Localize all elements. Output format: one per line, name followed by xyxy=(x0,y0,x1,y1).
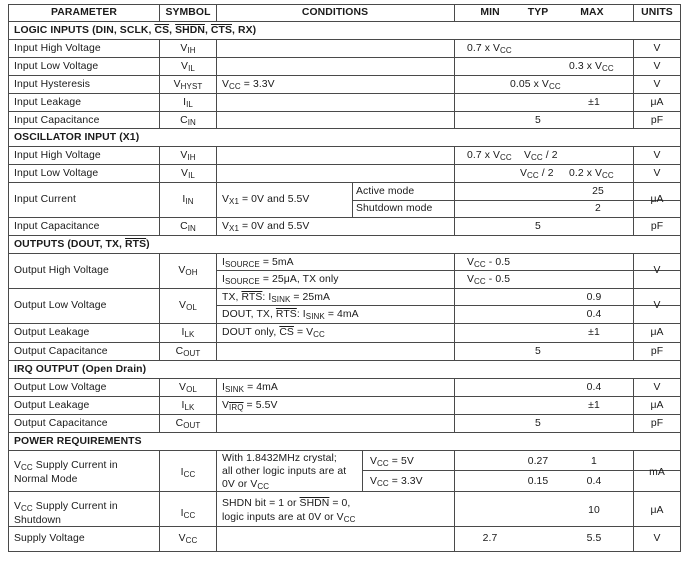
condition: $V_{X1} = 0V$ and 5.5V xyxy=(222,194,310,206)
header-max: MAX xyxy=(580,7,604,18)
unit: μA xyxy=(650,327,664,338)
condition: $I_{SINK} = 4mA$ xyxy=(222,382,278,394)
param-label: Output Capacitance xyxy=(14,418,108,429)
symbol: $I_{CC}$ xyxy=(180,508,196,520)
param-label: Normal Mode xyxy=(14,474,78,485)
symbol: $V_{IL}$ xyxy=(181,168,195,180)
section-title-oscillator: OSCILLATOR INPUT (X1) xyxy=(14,132,140,143)
max-value: 0.3 x $V_{CC}$ xyxy=(569,61,614,73)
param-label: Supply Voltage xyxy=(14,533,85,544)
header-conditions: CONDITIONS xyxy=(301,7,369,18)
section-title-irq: IRQ OUTPUT (Open Drain) xyxy=(14,364,147,375)
typ-value: 0.27 xyxy=(527,456,549,467)
header-typ: TYP xyxy=(527,7,549,18)
unit: V xyxy=(653,533,661,544)
symbol: $V_{HYST}$ xyxy=(173,79,203,91)
unit: mA xyxy=(649,467,665,478)
section-title-power: POWER REQUIREMENTS xyxy=(14,436,142,447)
param-label: Output Capacitance xyxy=(14,346,108,357)
param-label: Input Hysteresis xyxy=(14,79,91,90)
max-value: 5.5 xyxy=(586,533,602,544)
symbol: $I_{LK}$ xyxy=(181,327,195,339)
param-label: Input Low Voltage xyxy=(14,61,99,72)
typ-value: $V_{CC} / 2$ xyxy=(524,150,558,162)
symbol: $V_{IL}$ xyxy=(181,61,195,73)
max-value: 0.2 x $V_{CC}$ xyxy=(569,168,614,180)
param-label: Input Current xyxy=(14,194,76,205)
typ-value: 5 xyxy=(535,221,541,232)
param-label: $V_{CC}$ Supply Current in xyxy=(14,501,118,513)
electrical-characteristics-table xyxy=(8,4,681,552)
unit: V xyxy=(653,150,661,161)
unit: pF xyxy=(650,221,664,232)
section-title-logic-inputs: LOGIC INPUTS (DIN, SCLK, $\overline{CS}$, SHDN, $\overline{CTS}$, RX) xyxy=(14,25,257,36)
unit: pF xyxy=(650,115,664,126)
unit: pF xyxy=(650,418,664,429)
typ-value: $V_{CC} / 2$ xyxy=(520,168,554,180)
condition-mode-shutdown: Shutdown mode xyxy=(356,203,433,214)
min-value: $V_{CC} - 0.5$ xyxy=(467,257,511,269)
unit: V xyxy=(653,265,661,276)
typ-value: 0.05 x $V_{CC}$ xyxy=(510,79,561,91)
condition: $V_{X1} = 0V$ and 5.5V xyxy=(222,221,310,233)
unit: V xyxy=(653,300,661,311)
condition: DOUT, TX, $\overline{RTS}$: $I_{SINK} = 4mA$ xyxy=(222,309,359,321)
condition: $V_{CC} = 5V$ xyxy=(370,456,414,468)
max-value: 0.4 xyxy=(586,309,602,320)
symbol: $V_{IH}$ xyxy=(180,43,196,55)
max-value: 0.9 xyxy=(586,292,602,303)
condition: 0V or $V_{CC}$ xyxy=(222,479,270,491)
max-value: 2 xyxy=(595,203,601,214)
condition: DOUT only, $\overline{CS} = V_{CC}$ xyxy=(222,327,325,339)
min-value: $V_{CC} - 0.5$ xyxy=(467,274,511,286)
symbol: $V_{OH}$ xyxy=(178,265,198,277)
unit: μA xyxy=(650,505,664,516)
condition: $I_{SOURCE} = 25\mu A$, TX only xyxy=(222,274,339,286)
param-label: Input High Voltage xyxy=(14,150,101,161)
symbol: $C_{IN}$ xyxy=(180,221,196,233)
header-min: MIN xyxy=(480,7,500,18)
param-label: Output Low Voltage xyxy=(14,300,107,311)
param-label: Output Leakage xyxy=(14,400,90,411)
max-value: ±1 xyxy=(588,327,600,338)
param-label: Input Capacitance xyxy=(14,115,100,126)
condition-mode-active: Active mode xyxy=(356,186,415,197)
condition: With 1.8432MHz crystal; xyxy=(222,453,337,464)
symbol: $V_{IH}$ xyxy=(180,150,196,162)
param-label: Output Low Voltage xyxy=(14,382,107,393)
symbol: $V_{OL}$ xyxy=(179,382,197,394)
unit: μA xyxy=(650,400,664,411)
typ-value: 5 xyxy=(535,115,541,126)
unit: μA xyxy=(650,97,664,108)
param-label: Input Low Voltage xyxy=(14,168,99,179)
param-label: Output Leakage xyxy=(14,327,90,338)
unit: V xyxy=(653,382,661,393)
unit: V xyxy=(653,61,661,72)
condition: $V_{CC} = 3.3V$ xyxy=(222,79,275,91)
unit: V xyxy=(653,43,661,54)
unit: μA xyxy=(650,194,664,205)
symbol: $C_{OUT}$ xyxy=(175,346,201,358)
condition: $V_{CC} = 3.3V$ xyxy=(370,476,423,488)
symbol: $I_{IL}$ xyxy=(183,97,193,109)
typ-value: 0.15 xyxy=(527,476,549,487)
condition: all other logic inputs are at xyxy=(222,466,347,477)
max-value: 0.4 xyxy=(586,382,602,393)
param-label: Input Leakage xyxy=(14,97,82,108)
symbol: $I_{IN}$ xyxy=(182,194,194,206)
symbol: $V_{OL}$ xyxy=(179,300,197,312)
header-units: UNITS xyxy=(641,7,673,18)
param-label: Input Capacitance xyxy=(14,221,100,232)
unit: V xyxy=(653,168,661,179)
param-label: Output High Voltage xyxy=(14,265,109,276)
symbol: $C_{OUT}$ xyxy=(175,418,201,430)
symbol: $I_{LK}$ xyxy=(181,400,195,412)
condition: TX, $\overline{RTS}$: $I_{SINK} = 25mA$ xyxy=(222,292,331,304)
symbol: $V_{CC}$ xyxy=(178,533,198,545)
symbol: $C_{IN}$ xyxy=(180,115,196,127)
max-value: 10 xyxy=(588,505,600,516)
condition: $V_{\overline{IRQ}} = 5.5V$ xyxy=(222,400,278,412)
condition: logic inputs are at 0V or $V_{CC}$ xyxy=(222,512,356,524)
min-value: 0.7 x $V_{CC}$ xyxy=(467,43,512,55)
header-symbol: SYMBOL xyxy=(165,7,211,18)
min-value: 2.7 xyxy=(482,533,498,544)
symbol: $I_{CC}$ xyxy=(180,467,196,479)
typ-value: 5 xyxy=(535,346,541,357)
header-parameter: PARAMETER xyxy=(51,7,117,18)
max-value: ±1 xyxy=(588,97,600,108)
min-value: 0.7 x $V_{CC}$ xyxy=(467,150,512,162)
max-value: 1 xyxy=(591,456,597,467)
max-value: 0.4 xyxy=(586,476,602,487)
param-label: Input High Voltage xyxy=(14,43,101,54)
section-title-outputs: OUTPUTS (DOUT, TX, $\overline{RTS}$) xyxy=(14,239,150,250)
unit: pF xyxy=(650,346,664,357)
unit: V xyxy=(653,79,661,90)
max-value: ±1 xyxy=(588,400,600,411)
typ-value: 5 xyxy=(535,418,541,429)
param-label: $V_{CC}$ Supply Current in xyxy=(14,460,118,472)
param-label: Shutdown xyxy=(14,515,62,526)
condition: SHDN bit = 1 or SHDN = 0, xyxy=(222,498,351,509)
max-value: 25 xyxy=(592,186,604,197)
condition: $I_{SOURCE} = 5mA$ xyxy=(222,257,294,269)
